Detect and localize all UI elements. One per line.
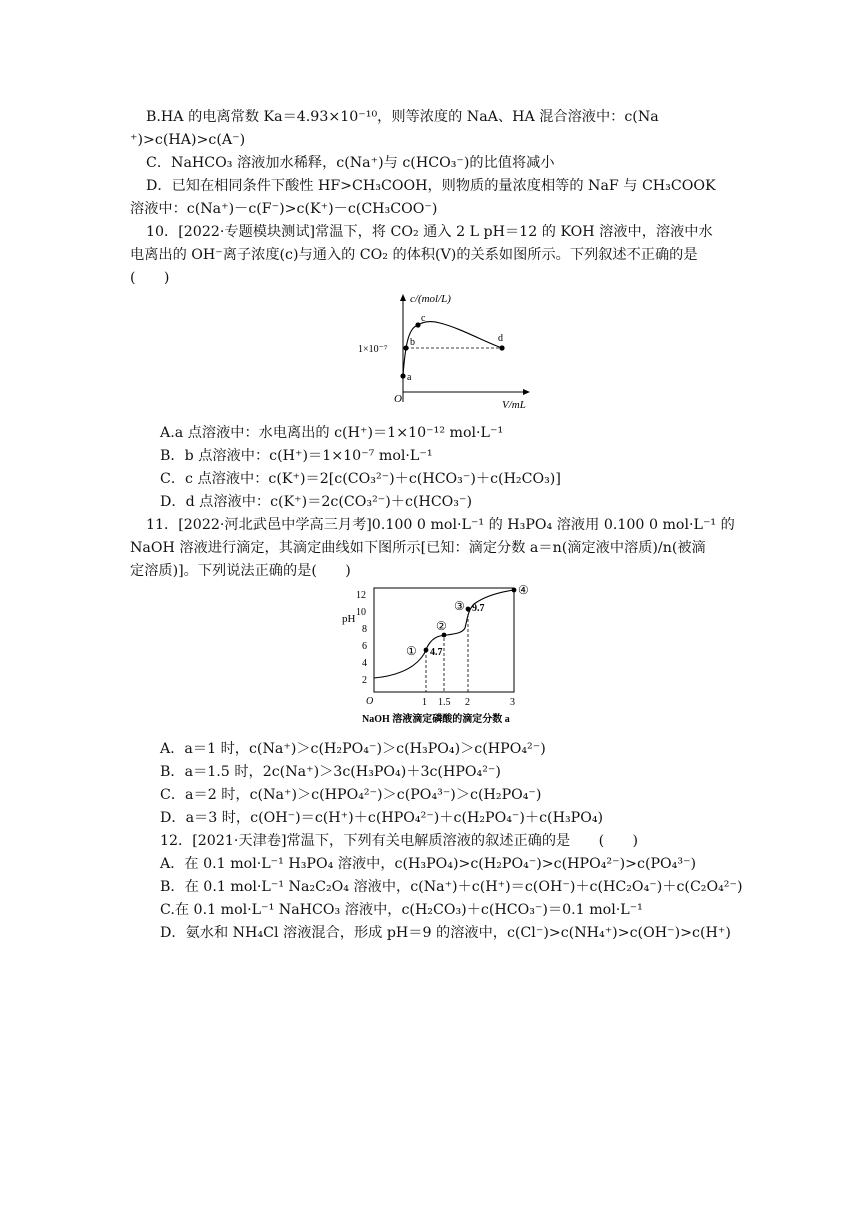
figure-titration-curve	[340, 582, 540, 730]
text-line: 定溶质)]。下列说法正确的是( )	[130, 563, 351, 579]
x-tick-1: 1	[422, 697, 427, 708]
concentration-curve	[403, 322, 502, 376]
point-c	[415, 322, 420, 327]
value-4.7: 4.7	[430, 647, 443, 658]
marker-2: ②	[436, 619, 447, 633]
point-a	[400, 373, 405, 378]
origin-label: O	[394, 393, 402, 405]
point-b	[403, 345, 408, 350]
text-line: C．a＝2 时，c(Na⁺)＞c(HPO₄²⁻)＞c(PO₄³⁻)＞c(H₂PO₄⁻)	[160, 787, 542, 803]
y-tick-6: 6	[362, 641, 367, 652]
marker-3: ③	[454, 599, 465, 613]
point-c-label: c	[421, 313, 426, 324]
point-4	[512, 588, 517, 593]
text-line: 电离出的 OH⁻离子浓度(c)与通入的 CO₂ 的体积(V)的关系如图所示。下列叙述不正确的是	[130, 247, 698, 263]
marker-1: ①	[406, 644, 417, 658]
text-line: C．NaHCO₃ 溶液加水稀释，c(Na⁺)与 c(HCO₃⁻)的比值将减小	[146, 155, 555, 171]
text-line: A．在 0.1 mol·L⁻¹ H₃PO₄ 溶液中，c(H₃PO₄)>c(H₂PO₄⁻)>c(HPO₄²⁻)>c(PO₄³⁻)	[160, 856, 697, 872]
text-line: D．d 点溶液中：c(K⁺)＝2c(CO₃²⁻)＋c(HCO₃⁻)	[160, 494, 473, 510]
origin-label: O	[366, 696, 374, 707]
x-tick-1.5: 1.5	[438, 697, 451, 708]
y-axis-label: pH	[342, 613, 356, 625]
text-line: D．氨水和 NH₄Cl 溶液混合，形成 pH＝9 的溶液中，c(Cl⁻)>c(NH₄⁺)>c(OH⁻)>c(H⁺)	[160, 925, 731, 941]
text-line: D．已知在相同条件下酸性 HF>CH₃COOH，则物质的量浓度相等的 NaF 与 CH₃COOK	[146, 178, 716, 194]
y-axis-arrow	[400, 294, 406, 301]
text-line: A.a 点溶液中：水电离出的 c(H⁺)＝1×10⁻¹² mol·L⁻¹	[160, 425, 504, 441]
point-d	[499, 345, 504, 350]
text-line: 11．[2022·河北武邑中学高三月考]0.100 0 mol·L⁻¹ 的 H₃PO₄ 溶液用 0.100 0 mol·L⁻¹ 的	[146, 517, 735, 533]
value-9.7: 9.7	[472, 603, 485, 614]
x-axis-arrow	[523, 389, 530, 395]
text-line: B.HA 的电离常数 Ka＝4.93×10⁻¹⁰，则等浓度的 NaA、HA 混合溶液中：c(Na	[146, 109, 659, 125]
text-line: C．c 点溶液中：c(K⁺)＝2[c(CO₃²⁻)＋c(HCO₃⁻)＋c(H₂CO₃)]	[160, 471, 561, 487]
text-line: 12．[2021·天津卷]常温下，下列有关电解质溶液的叙述正确的是 ( )	[160, 833, 639, 849]
text-line: B．b 点溶液中：c(H⁺)＝1×10⁻⁷ mol·L⁻¹	[160, 448, 433, 464]
x-axis-label: NaOH 溶液滴定磷酸的滴定分数 a	[362, 714, 510, 725]
marker-4: ④	[518, 583, 529, 597]
y-axis-label: c/(mol/L)	[410, 293, 451, 305]
text-line: ⁺)>c(HA)>c(A⁻)	[130, 132, 246, 148]
y-tick-2: 2	[362, 675, 367, 686]
point-b-label: b	[410, 337, 415, 348]
text-line: A．a＝1 时，c(Na⁺)＞c(H₂PO₄⁻)＞c(H₃PO₄)＞c(HPO₄²⁻)	[160, 741, 546, 757]
x-axis-label: V/mL	[502, 399, 526, 411]
point-2	[442, 633, 447, 638]
figure-co2-curve	[350, 290, 540, 412]
text-line: C.在 0.1 mol·L⁻¹ NaHCO₃ 溶液中，c(H₂CO₃)＋c(HCO₃⁻)＝0.1 mol·L⁻¹	[160, 902, 643, 918]
point-d-label: d	[498, 333, 503, 344]
text-line: B．a＝1.5 时，2c(Na⁺)＞3c(H₃PO₄)＋3c(HPO₄²⁻)	[160, 764, 501, 780]
point-1	[424, 648, 429, 653]
y-tick-12: 12	[356, 590, 366, 601]
y-tick-10: 10	[356, 607, 366, 618]
text-line: 10．[2022·专题模块测试]常温下，将 CO₂ 通入 2 L pH＝12 的 KOH 溶液中，溶液中水	[146, 224, 713, 240]
x-tick-3: 3	[510, 697, 515, 708]
x-tick-2: 2	[465, 697, 470, 708]
y-ticks	[356, 590, 367, 686]
reference-value-label: 1×10⁻⁷	[358, 344, 388, 355]
text-line: ( )	[130, 270, 170, 286]
text-line: NaOH 溶液进行滴定，其滴定曲线如下图所示[已知：滴定分数 a＝n(滴定液中溶质)/n(被滴	[130, 540, 706, 556]
text-line: 溶液中：c(Na⁺)－c(F⁻)>c(K⁺)－c(CH₃COO⁻)	[130, 201, 438, 217]
text-line: B．在 0.1 mol·L⁻¹ Na₂C₂O₄ 溶液中，c(Na⁺)＋c(H⁺)＝c(OH⁻)＋c(HC₂O₄⁻)＋c(C₂O₄²⁻)	[160, 879, 743, 895]
point-a-label: a	[407, 372, 412, 383]
y-tick-8: 8	[362, 624, 367, 635]
point-3	[466, 607, 471, 612]
y-tick-4: 4	[362, 658, 367, 669]
x-ticks	[422, 697, 515, 708]
text-line: D．a＝3 时，c(OH⁻)＝c(H⁺)＋c(HPO₄²⁻)＋c(H₂PO₄⁻)＋c(H₃PO₄)	[160, 810, 604, 826]
